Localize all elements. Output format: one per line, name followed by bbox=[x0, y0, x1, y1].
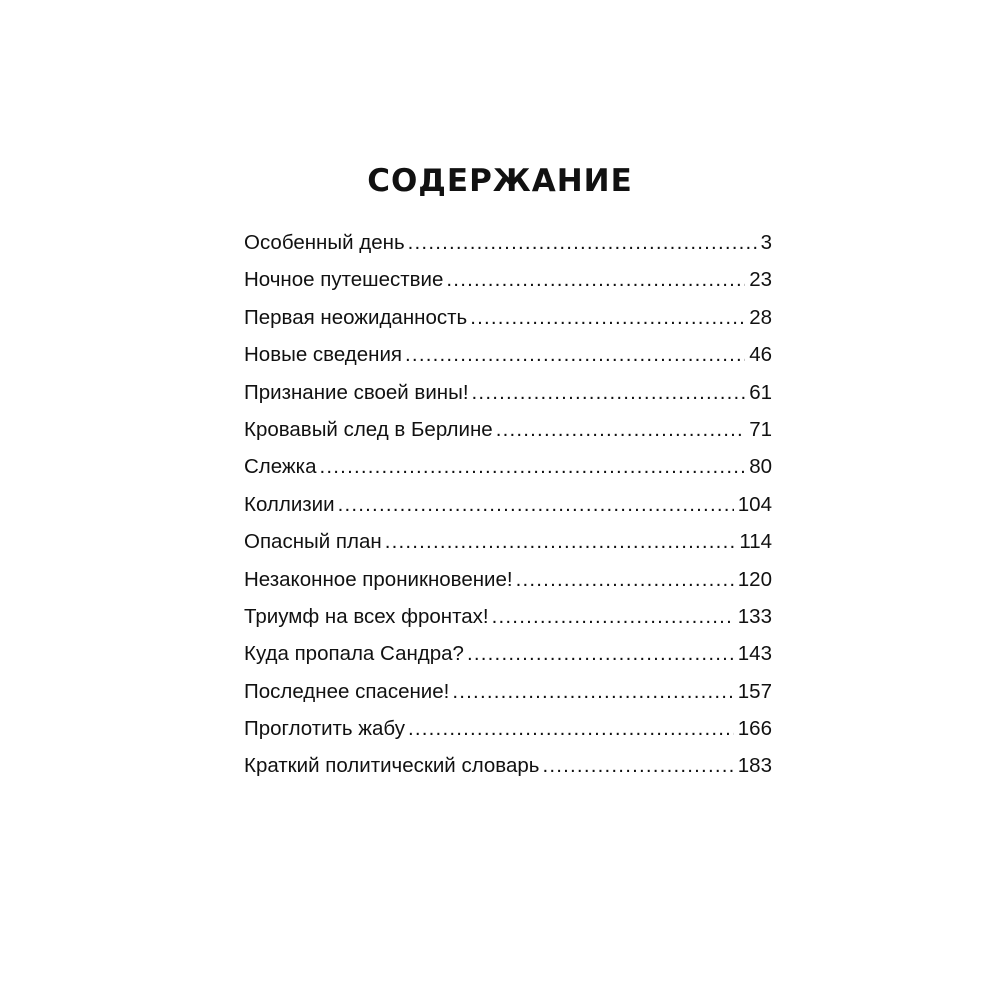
toc-entry bbox=[244, 261, 772, 298]
toc-entry-title: Первая неожиданность bbox=[244, 305, 468, 329]
toc-entry-page: 80 bbox=[749, 455, 772, 479]
dot-leader bbox=[452, 673, 733, 710]
dot-leader bbox=[405, 336, 745, 373]
toc-entry-title: Кровавый след в Берлине bbox=[244, 417, 493, 441]
toc-entry bbox=[244, 411, 772, 448]
toc-entry-page: 166 bbox=[737, 717, 772, 741]
toc-entry-page: 133 bbox=[737, 604, 772, 628]
dot-leader bbox=[470, 299, 745, 336]
toc-entry-title: Слежка bbox=[244, 455, 317, 479]
dot-leader bbox=[446, 261, 745, 298]
toc-entry bbox=[244, 523, 772, 560]
toc-entry-title: Триумф на всех фронтах! bbox=[244, 604, 489, 628]
toc-entry bbox=[244, 635, 772, 672]
toc-entry-page: 104 bbox=[737, 492, 772, 516]
dot-leader bbox=[467, 635, 734, 672]
toc-entry-title: Куда пропала Сандра? bbox=[244, 642, 464, 666]
toc-entry-title: Краткий политический словарь bbox=[244, 754, 540, 778]
toc-entry bbox=[244, 710, 772, 747]
toc-entry bbox=[244, 336, 772, 373]
table-of-contents bbox=[244, 224, 772, 785]
toc-entry-title: Последнее спасение! bbox=[244, 679, 450, 703]
dot-leader bbox=[496, 411, 746, 448]
dot-leader bbox=[542, 747, 733, 784]
toc-entry-page: 114 bbox=[739, 530, 772, 554]
dot-leader bbox=[385, 523, 736, 560]
toc-entry-page: 46 bbox=[749, 343, 772, 367]
toc-entry-page: 23 bbox=[749, 268, 772, 292]
toc-entry-page: 61 bbox=[749, 380, 772, 404]
toc-entry-title: Незаконное проникновение! bbox=[244, 567, 513, 591]
dot-leader bbox=[338, 486, 734, 523]
toc-entry-page: 183 bbox=[737, 754, 772, 778]
toc-entry-title: Особенный день bbox=[244, 231, 405, 254]
toc-entry-page: 3 bbox=[760, 231, 772, 254]
toc-entry bbox=[244, 598, 772, 635]
dot-leader bbox=[472, 374, 746, 411]
dot-leader bbox=[516, 561, 734, 598]
toc-entry-page: 143 bbox=[737, 642, 772, 666]
toc-entry-page: 157 bbox=[737, 679, 772, 703]
toc-entry-page: 28 bbox=[749, 305, 772, 329]
toc-entry-title: Ночное путешествие bbox=[244, 268, 444, 292]
dot-leader bbox=[492, 598, 734, 635]
toc-entry bbox=[244, 448, 772, 485]
toc-entry-title: Признание своей вины! bbox=[244, 380, 469, 404]
toc-entry-title: Проглотить жабу bbox=[244, 717, 405, 741]
dot-leader bbox=[408, 710, 734, 747]
toc-entry bbox=[244, 673, 772, 710]
toc-entry bbox=[244, 374, 772, 411]
toc-entry-title: Коллизии bbox=[244, 492, 335, 516]
toc-entry bbox=[244, 486, 772, 523]
toc-entry bbox=[244, 224, 772, 261]
dot-leader bbox=[408, 224, 757, 261]
toc-entry bbox=[244, 299, 772, 336]
toc-entry bbox=[244, 747, 772, 784]
toc-entry-page: 71 bbox=[749, 417, 772, 441]
toc-entry-page: 120 bbox=[737, 567, 772, 591]
toc-entry-title: Новые сведения bbox=[244, 343, 403, 367]
page-title: СОДЕРЖАНИЕ bbox=[367, 163, 633, 199]
dot-leader bbox=[319, 448, 745, 485]
toc-entry-title: Опасный план bbox=[244, 530, 382, 554]
toc-entry bbox=[244, 561, 772, 598]
